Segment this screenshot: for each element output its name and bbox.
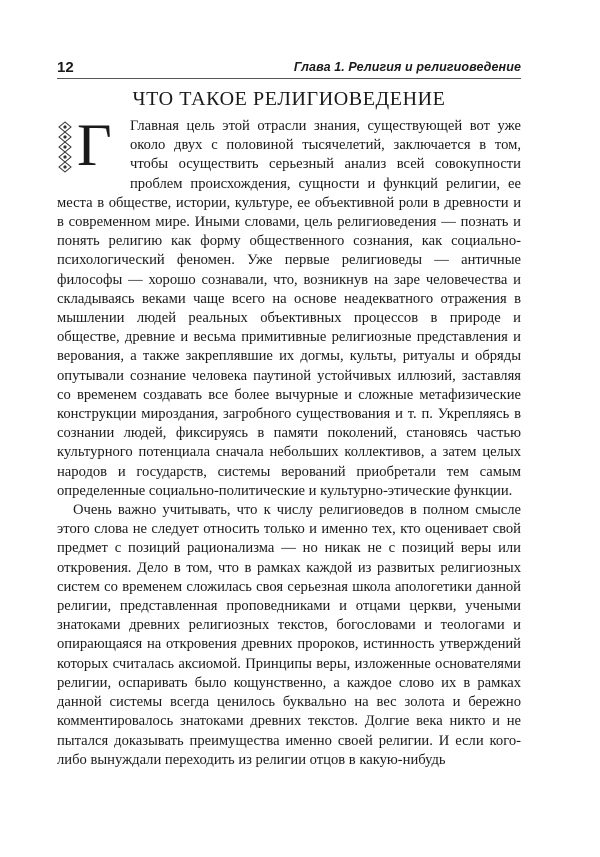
running-header bbox=[57, 54, 521, 79]
chapter-title: Религия и религиоведение bbox=[348, 60, 521, 74]
running-head bbox=[294, 60, 521, 74]
page-number: 12 bbox=[57, 59, 74, 76]
body-text bbox=[57, 112, 521, 770]
dropcap-ornament-icon bbox=[57, 121, 73, 173]
paragraph-1-text: Главная цель этой отрасли знания, существующей вот уже около двух с половиной тысячелетий, заключается в том, чтобы осуществить серьезный анализ всей совокупности проблем происхождения, сущности и функций религии, ее места в обществе, истории, культуре, ее объективной роли в древности и в современном мире. Иными словами, цель религиоведения — познать и понять религию как форму общественного сознания, как социально-психологический феномен. Уже первые религиоведы — античные философы — хорошо сознавали, что, возникнув на заре человечества и складываясь веками чаще всего на основе неадекватного отражения в мышлении людей реальных объективных процессов в природе и обществе, древние и весьма примитивные религиозные представления и верования, а также закреплявшие их догмы, культы, ритуалы и обряды опутывали сознание человека паутиной устойчивых иллюзий, заставляя со временем создавать все более вычурные и сложные метафизические конструкции мироздания, загробного существования и т. п. Укрепляясь в сознании людей, фиксируясь в памяти поколений, становясь частью культурного потенциала сначала небольших коллективов, а затем целых народов и государств, системы верований приобретали тем самым определенные социально-политические и культурно-этические функции. bbox=[57, 118, 521, 499]
paragraph-1 bbox=[57, 112, 521, 501]
paragraph-2: Очень важно учитывать, что к числу религиоведов в полном смысле этого слова не следует относить только и именно тех, кто оценивает свой предмет с позиций рационализма — но никак не с позиций веры или откровения. Дело в том, что в рамках каждой из развитых религиозных систем со временем сложилась своя серьезная школа апологетики данной религии, представленная проповедниками и отцами церкви, учеными знатоками древних религиозных текстов, богословами и теологами и опирающаяся на откровения древних пророков, истинность утверждений которых считалась аксиомой. Принципы веры, изложенные основателями религии, оспаривать было кощунственно, а каждое слово их в рамках данной системы всегда ценилось буквально на вес золота и бережно комментировалось знатоками древних текстов. Долгие века никто и не пытался доказывать преимущества именно своей религии. И если кого-либо вынуждали переходить из религии отцов в какую-нибудь bbox=[57, 502, 521, 768]
chapter-label: Глава 1. bbox=[293, 60, 345, 74]
section-title: ЧТО ТАКОЕ РЕЛИГИОВЕДЕНИЕ bbox=[132, 88, 446, 110]
dropcap-block bbox=[57, 112, 124, 178]
dropcap-letter: Г bbox=[77, 112, 112, 178]
